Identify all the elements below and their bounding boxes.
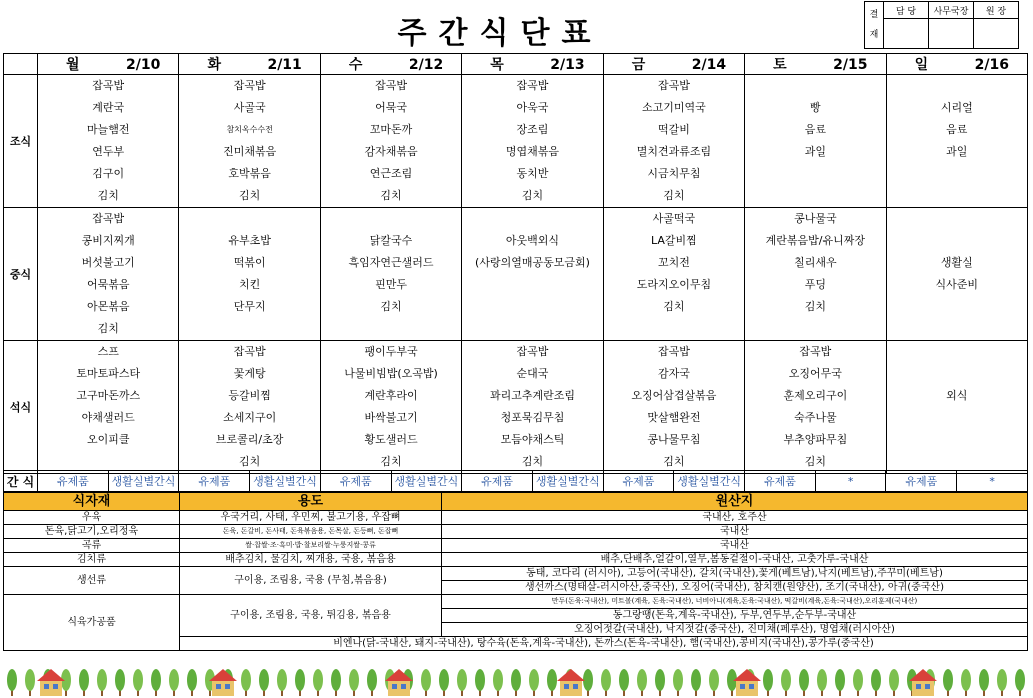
menu-item: 도라지오이무침 (636, 278, 712, 291)
menu-item: 사골국 (233, 101, 266, 114)
origin-item: 우육 (4, 511, 180, 525)
menu-item: 김치 (380, 189, 402, 202)
menu-item: 유부초밥 (228, 234, 271, 247)
menu-cell (320, 341, 461, 474)
menu-item: 떡갈비 (657, 123, 690, 136)
menu-item (887, 429, 1027, 451)
menu-item: 고구마돈까스 (76, 389, 141, 402)
origin-country: 생선까스(명태살-러시아산,중국산), 오징어(국내산), 참치캔(원양산), 조기(국내산), 아귀(중국산) (442, 581, 1028, 595)
day-header: 토 2/15 (745, 54, 886, 75)
day-header: 금 2/14 (603, 54, 744, 75)
menu-item (462, 274, 602, 296)
tree-icon (439, 669, 449, 696)
origin-row (4, 567, 1028, 581)
origin-header: 용도 (180, 493, 442, 511)
menu-cell (320, 75, 461, 208)
meal-row-dinner (4, 341, 1028, 474)
menu-item: 과일 (946, 145, 968, 158)
menu-item (745, 163, 885, 185)
menu-item: 김치 (239, 189, 261, 202)
snack-table (3, 470, 1028, 492)
menu-item: 숙주나물 (794, 411, 837, 424)
menu-item: 오징어삼겹살볶음 (631, 389, 717, 402)
tree-icon (817, 669, 827, 696)
menu-item: 김치 (521, 455, 544, 468)
menu-cell (886, 208, 1027, 341)
menu-cell (179, 208, 320, 341)
menu-item: 빵 (810, 101, 821, 114)
menu-cell (603, 341, 744, 474)
tree-icon (997, 669, 1007, 696)
menu-item: 꽃게탕 (233, 367, 266, 380)
menu-item: 오징어무국 (788, 367, 842, 380)
tree-icon (673, 669, 683, 696)
meal-row-breakfast (4, 75, 1028, 208)
origin-row (4, 539, 1028, 553)
menu-item: 팽이두부국 (364, 345, 418, 358)
origin-use: 우국거리, 사태, 우민찌, 불고기용, 우잡뼈 (180, 511, 442, 525)
tree-icon (547, 669, 557, 696)
origin-country: 동태, 코다리 (러시아), 고등어(국내산), 갈치(국내산),꽃게(베트남),낙지(베트남),주꾸미(베트남) (442, 567, 1028, 581)
menu-item: 김치 (97, 189, 119, 202)
snack-dairy: 유제품 (886, 471, 957, 492)
menu-item: 진미채볶음 (223, 145, 277, 158)
approval-side-label: 결 재 (865, 2, 884, 49)
tree-icon (637, 669, 647, 696)
menu-item: 김치 (239, 455, 261, 468)
menu-item: 생활실 (940, 256, 973, 269)
tree-icon (331, 669, 341, 696)
tree-icon (259, 669, 269, 696)
tree-icon (763, 669, 773, 696)
menu-item: 잡곡밥 (657, 345, 690, 358)
snack-row (4, 471, 1028, 492)
origin-country: 동그랑땡(돈육,계육-국내산), 두부,연두부,순두부-국내산 (442, 609, 1028, 623)
menu-item: 콩나물무침 (647, 433, 701, 446)
tree-icon (313, 669, 323, 696)
menu-item (604, 318, 744, 340)
menu-item: 감자국 (657, 367, 690, 380)
tree-icon (115, 669, 125, 696)
menu-item: 오이피클 (86, 433, 130, 446)
tree-icon (781, 669, 791, 696)
menu-item: 콩나물국 (794, 212, 837, 225)
menu-item: 김치 (663, 300, 685, 313)
menu-item: 치킨 (239, 278, 261, 291)
origin-country: 비엔나(닭-국내산, 돼지-국내산), 탕수육(돈육,계육-국내산), 돈까스(돈육-국내산), 햄(국내산),콩비지(국내산),콩가루(중국산) (180, 637, 1028, 651)
menu-item: 바싹불고기 (364, 411, 418, 424)
tree-icon (889, 669, 899, 696)
menu-item (745, 75, 885, 97)
menu-cell (886, 75, 1027, 208)
menu-item: 청포묵김무침 (500, 411, 565, 424)
menu-item: 음료 (946, 123, 968, 136)
menu-item: 김치 (380, 300, 402, 313)
menu-item: 스프 (97, 345, 119, 358)
menu-item: 맛살햄완전 (647, 411, 701, 424)
menu-item (462, 208, 602, 230)
snack-extra: 생활실별간식 (391, 471, 462, 492)
menu-item (321, 318, 461, 340)
menu-cell (38, 208, 179, 341)
day-header: 일 2/16 (886, 54, 1027, 75)
menu-item: 단무지 (233, 300, 266, 313)
menu-cell (320, 208, 461, 341)
snack-extra: 생활실별간식 (250, 471, 321, 492)
menu-item: 칠리새우 (794, 256, 837, 269)
menu-item (462, 296, 602, 318)
tree-icon (79, 669, 89, 696)
origin-country: 배추,단배추,얼갈이,열무,봄동겉절이-국내산, 고춧가루-국내산 (442, 553, 1028, 567)
snack-extra: 생활실별간식 (108, 471, 179, 492)
menu-item (321, 208, 461, 230)
menu-item: 소고기미역국 (642, 101, 706, 114)
origin-use: 쌀·찹쌀·조·흑미·밥·찰보리쌀·누룽지쌀·콩류 (180, 539, 442, 553)
menu-item: 콩비지찌개 (81, 234, 135, 247)
menu-table (3, 53, 1028, 474)
origin-item: 식육가공품 (4, 595, 180, 651)
tree-icon (853, 669, 863, 696)
menu-item: 잡곡밥 (233, 345, 266, 358)
snack-dairy: 유제품 (320, 471, 391, 492)
menu-item: 아욱국 (516, 101, 549, 114)
menu-item: 마늘햄전 (86, 123, 130, 136)
tree-icon (979, 669, 989, 696)
menu-item: 야채샐러드 (81, 411, 135, 424)
tree-icon (7, 669, 17, 696)
origin-item: 돈육,닭고기,오리정육 (4, 525, 180, 539)
tree-icon (961, 669, 971, 696)
tree-icon (871, 669, 881, 696)
menu-cell (179, 75, 320, 208)
menu-item: 나물비빔밥(오곡밥) (344, 367, 438, 380)
menu-item (887, 208, 1027, 230)
origin-country: 국내산 (442, 539, 1028, 553)
tree-icon (583, 669, 593, 696)
menu-cell (745, 75, 886, 208)
menu-cell (179, 341, 320, 474)
menu-item: 훈제오리구이 (783, 389, 848, 402)
tree-icon (475, 669, 485, 696)
menu-item: 잡곡밥 (516, 79, 549, 92)
day-header: 목 2/13 (462, 54, 603, 75)
menu-item (462, 318, 602, 340)
snack-dairy: 유제품 (462, 471, 533, 492)
origin-row (4, 595, 1028, 609)
menu-item: 계란국 (92, 101, 125, 114)
tree-icon (367, 669, 377, 696)
menu-item (887, 230, 1027, 252)
tree-icon (457, 669, 467, 696)
menu-item: 꼬마돈까 (369, 123, 413, 136)
snack-extra: * (815, 471, 886, 492)
tree-icon (187, 669, 197, 696)
menu-item: 버섯불고기 (81, 256, 135, 269)
menu-item: 참치옥수수전 (226, 125, 273, 134)
menu-item: 김치 (663, 455, 685, 468)
menu-cell (462, 208, 603, 341)
menu-item (887, 75, 1027, 97)
tree-icon (151, 669, 161, 696)
origin-item: 김치류 (4, 553, 180, 567)
menu-item: 잡곡밥 (92, 79, 125, 92)
menu-cell (462, 75, 603, 208)
menu-item: 호박볶음 (228, 167, 271, 180)
menu-item: 김치 (521, 189, 544, 202)
menu-item: 계란후라이 (364, 389, 418, 402)
menu-cell (603, 208, 744, 341)
day-header-row (4, 54, 1028, 75)
menu-item: 떡볶이 (233, 256, 266, 269)
snack-label: 간 식 (4, 471, 38, 492)
menu-item: 순대국 (516, 367, 549, 380)
menu-item: 꼬치전 (657, 256, 690, 269)
menu-item: 브로콜리/초장 (215, 433, 284, 446)
menu-item: 연근조림 (369, 167, 413, 180)
snack-dairy: 유제품 (38, 471, 109, 492)
menu-item: 푸딩 (804, 278, 826, 291)
menu-item: 음료 (804, 123, 826, 136)
tree-icon (655, 669, 665, 696)
menu-item: 잡곡밥 (516, 345, 549, 358)
origin-use: 구이용, 조림용, 국용 (무침,볶음용) (180, 567, 442, 595)
origin-table (3, 492, 1028, 651)
snack-extra: * (957, 471, 1028, 492)
menu-item: 김치 (804, 300, 826, 313)
house-icon (557, 669, 585, 696)
tree-icon (529, 669, 539, 696)
snack-dairy: 유제품 (179, 471, 250, 492)
menu-item (887, 185, 1027, 207)
tree-icon (25, 669, 35, 696)
tree-icon (727, 669, 737, 696)
tree-icon (493, 669, 503, 696)
menu-cell (886, 341, 1027, 474)
menu-item (887, 407, 1027, 429)
house-icon (733, 669, 761, 696)
house-icon (37, 669, 65, 696)
approval-box (864, 1, 1019, 49)
origin-use: 배추김치, 물김치, 찌개용, 국용, 볶음용 (180, 553, 442, 567)
menu-item: (사랑의열매공동모금회) (475, 256, 590, 269)
tree-icon (421, 669, 431, 696)
menu-item: 잡곡밥 (657, 79, 690, 92)
menu-item: 토마토파스타 (76, 367, 141, 380)
menu-item: 사골떡국 (652, 212, 696, 225)
tree-icon (709, 669, 719, 696)
menu-item: 감자채볶음 (364, 145, 418, 158)
tree-icon (1015, 669, 1025, 696)
tree-icon (835, 669, 845, 696)
origin-header-row (4, 493, 1028, 511)
page-title: 주간식단표 (397, 16, 603, 51)
menu-item (887, 341, 1027, 363)
approval-header: 담 당 (884, 2, 929, 19)
approval-sign-box (929, 19, 974, 49)
origin-country: 국내산, 호주산 (442, 511, 1028, 525)
menu-item: 어묵볶음 (86, 278, 130, 291)
menu-item: 멸치견과류조림 (636, 145, 712, 158)
corner-cell (4, 54, 38, 75)
menu-item: 장조림 (516, 123, 549, 136)
menu-item: 소세지구이 (223, 411, 277, 424)
menu-item (887, 318, 1027, 340)
menu-item: 시리얼 (940, 101, 973, 114)
origin-country: 만두(돈육:국내산), 미트볼(계육, 돈육:국내산), 너비아니(계육,돈육:국내산), 떡갈비(계육,돈육:국내산),오리훈제(국내산) (442, 595, 1028, 609)
menu-item (745, 318, 885, 340)
menu-item: 동치반 (516, 167, 549, 180)
menu-item: 김치 (380, 455, 402, 468)
meal-row-lunch (4, 208, 1028, 341)
decorative-border (0, 660, 1033, 698)
snack-extra: 생활실별간식 (674, 471, 745, 492)
menu-item: 김치 (663, 189, 685, 202)
menu-item: 식사준비 (935, 278, 979, 291)
menu-item (887, 163, 1027, 185)
snack-dairy: 유제품 (745, 471, 816, 492)
origin-row (4, 511, 1028, 525)
menu-item: 꽈리고추계란조림 (489, 389, 575, 402)
menu-cell (38, 75, 179, 208)
menu-item (179, 318, 319, 340)
approval-header: 사무국장 (929, 2, 974, 19)
approval-sign-box (974, 19, 1019, 49)
tree-icon (97, 669, 107, 696)
tree-icon (619, 669, 629, 696)
menu-cell (745, 208, 886, 341)
menu-cell (462, 341, 603, 474)
tree-icon (295, 669, 305, 696)
origin-header: 식자재 (4, 493, 180, 511)
tree-icon (133, 669, 143, 696)
menu-item (745, 185, 885, 207)
tree-icon (511, 669, 521, 696)
menu-cell (745, 341, 886, 474)
menu-item: LA갈비찜 (651, 234, 697, 247)
day-header: 수 2/12 (320, 54, 461, 75)
menu-item: 연두부 (92, 145, 125, 158)
origin-row (4, 553, 1028, 567)
origin-item: 곡류 (4, 539, 180, 553)
tree-icon (61, 669, 71, 696)
menu-item: 모듬야채스틱 (500, 433, 565, 446)
menu-item: 잡곡밥 (92, 212, 125, 225)
day-header: 화 2/11 (179, 54, 320, 75)
origin-header: 원산지 (442, 493, 1028, 511)
meal-label: 조식 (4, 75, 38, 208)
meal-label: 석식 (4, 341, 38, 474)
snack-dairy: 유제품 (603, 471, 674, 492)
approval-header: 원 장 (974, 2, 1019, 19)
day-header: 월 2/10 (38, 54, 179, 75)
menu-item: 아웃백외식 (505, 234, 560, 247)
menu-item: 외식 (946, 389, 968, 402)
snack-extra: 생활실별간식 (532, 471, 603, 492)
menu-item: 황도샐러드 (364, 433, 418, 446)
menu-item: 어묵국 (375, 101, 407, 114)
menu-item: 김구이 (92, 167, 125, 180)
approval-sign-box (884, 19, 929, 49)
menu-item: 흑임자연근샐러드 (348, 256, 434, 269)
menu-item: 잡곡밥 (799, 345, 832, 358)
tree-icon (691, 669, 701, 696)
menu-item: 아몬볶음 (86, 300, 130, 313)
menu-item: 닭칼국수 (369, 234, 413, 247)
origin-use: 구이용, 조림용, 국용, 튀김용, 볶음용 (180, 595, 442, 637)
tree-icon (277, 669, 287, 696)
menu-item: 핀만두 (375, 278, 407, 291)
origin-item: 생선류 (4, 567, 180, 595)
meal-label: 중식 (4, 208, 38, 341)
menu-item (179, 208, 319, 230)
menu-item: 계란볶음밥/유니짜장 (765, 234, 865, 247)
origin-country: 오징어젓갈(국내산), 낙지젓갈(중국산), 진미채(페루산), 명엽채(러시아산) (442, 623, 1028, 637)
menu-item: 과일 (804, 145, 826, 158)
menu-item: 등갈비찜 (228, 389, 271, 402)
tree-icon (169, 669, 179, 696)
menu-item: 잡곡밥 (233, 79, 266, 92)
origin-country: 국내산 (442, 525, 1028, 539)
menu-cell (38, 341, 179, 474)
menu-item (887, 363, 1027, 385)
menu-item: 잡곡밥 (375, 79, 407, 92)
menu-item: 시금치무침 (647, 167, 701, 180)
tree-icon (241, 669, 251, 696)
menu-cell (603, 75, 744, 208)
tree-icon (349, 669, 359, 696)
origin-use: 돈육, 돈갈비, 돈사태, 돈육볶음용, 돈목살, 돈등뼈, 돈잡뼈 (180, 525, 442, 539)
origin-row (4, 525, 1028, 539)
menu-item (887, 296, 1027, 318)
menu-item: 김치 (804, 455, 826, 468)
tree-icon (799, 669, 809, 696)
menu-item: 김치 (97, 322, 119, 335)
menu-item: 부추양파무침 (783, 433, 848, 446)
tree-icon (601, 669, 611, 696)
tree-icon (943, 669, 953, 696)
menu-item: 명엽채볶음 (505, 145, 560, 158)
